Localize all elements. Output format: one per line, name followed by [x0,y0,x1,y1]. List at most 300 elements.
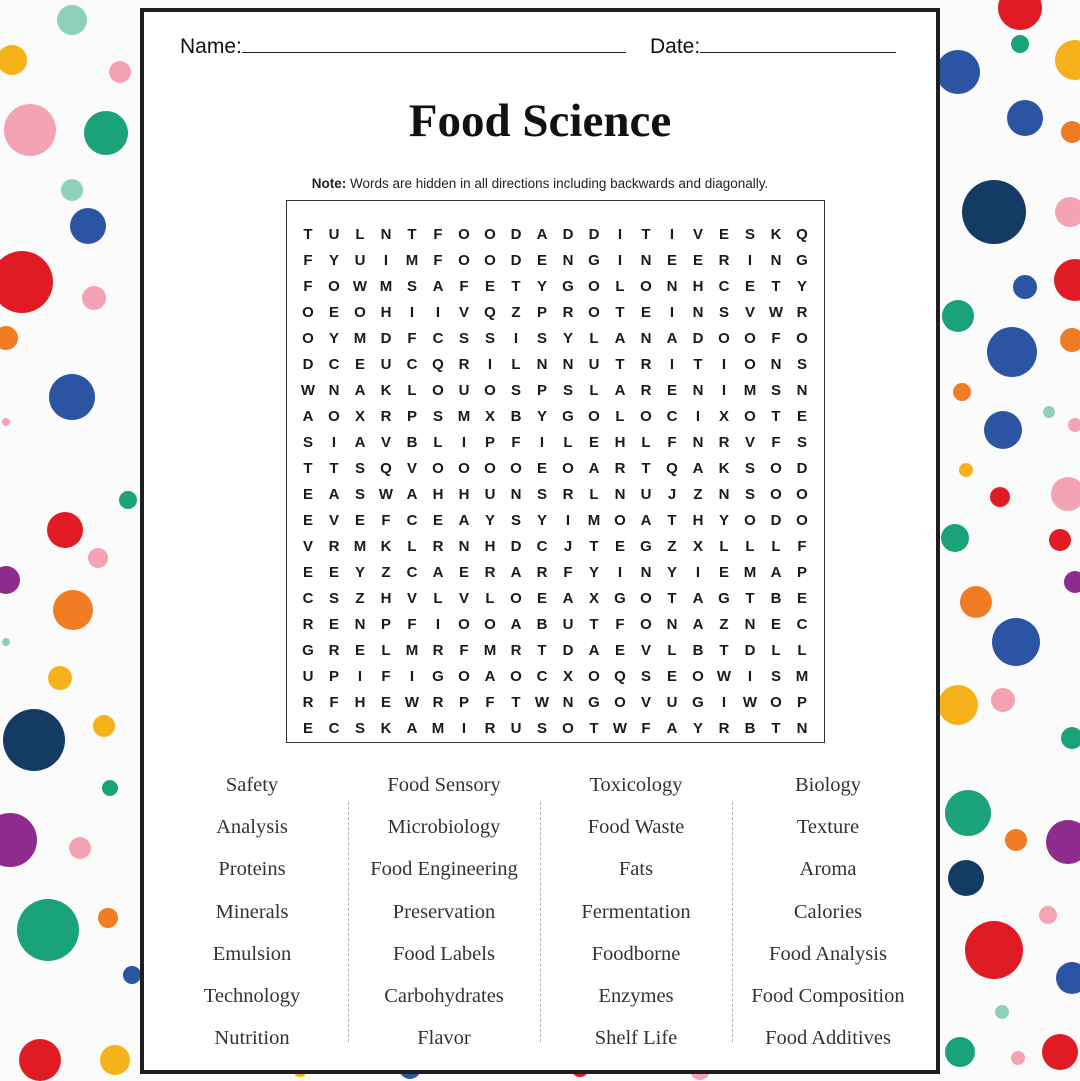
grid-letter[interactable]: F [303,252,313,269]
grid-letter[interactable]: O [302,330,314,347]
grid-letter[interactable]: O [484,382,496,399]
grid-letter[interactable]: O [458,460,470,477]
grid-letter[interactable]: E [302,564,313,581]
grid-letter[interactable]: V [380,434,391,451]
grid-letter[interactable]: N [692,382,704,399]
grid-letter[interactable]: L [407,382,417,399]
grid-letter[interactable]: E [666,382,677,399]
grid-letter[interactable]: V [458,304,469,321]
grid-letter[interactable]: O [588,668,600,685]
grid-letter[interactable]: V [328,512,339,529]
grid-letter[interactable]: U [354,252,366,269]
grid-letter[interactable]: N [510,486,522,503]
grid-letter[interactable]: T [329,460,339,477]
grid-letter[interactable]: C [432,330,444,347]
grid-letter[interactable]: U [302,668,314,685]
grid-letter[interactable]: X [588,590,599,607]
grid-letter[interactable]: N [796,720,808,737]
grid-letter[interactable]: Z [693,486,703,503]
grid-letter[interactable]: C [796,616,808,633]
grid-letter[interactable]: O [588,278,600,295]
grid-letter[interactable]: E [614,642,625,659]
grid-letter[interactable]: W [378,486,394,503]
grid-letter[interactable]: A [692,590,704,607]
grid-letter[interactable]: O [744,512,756,529]
grid-letter[interactable]: I [435,304,441,321]
grid-letter[interactable]: A [588,642,600,659]
grid-letter[interactable]: E [484,278,495,295]
grid-letter[interactable]: J [667,486,677,503]
grid-letter[interactable]: E [458,564,469,581]
grid-letter[interactable]: R [718,252,730,269]
grid-letter[interactable]: T [667,590,677,607]
grid-letter[interactable]: N [718,486,730,503]
grid-letter[interactable]: D [380,330,392,347]
grid-letter[interactable]: S [640,668,651,685]
grid-letter[interactable]: W [300,382,316,399]
grid-letter[interactable]: Q [614,668,626,685]
grid-letter[interactable]: F [667,434,677,451]
grid-letter[interactable]: F [381,512,391,529]
grid-letter[interactable]: I [669,226,675,243]
grid-letter[interactable]: A [406,486,418,503]
grid-letter[interactable]: L [433,590,443,607]
grid-letter[interactable]: R [640,356,652,373]
grid-letter[interactable]: N [562,356,574,373]
grid-letter[interactable]: E [666,668,677,685]
grid-letter[interactable]: Y [562,330,573,347]
grid-letter[interactable]: A [458,512,470,529]
grid-letter[interactable]: M [483,642,497,659]
grid-letter[interactable]: N [614,486,626,503]
grid-letter[interactable]: A [510,564,522,581]
grid-letter[interactable]: I [721,694,727,711]
grid-letter[interactable]: O [588,408,600,425]
grid-letter[interactable]: A [692,616,704,633]
grid-letter[interactable]: L [641,434,651,451]
grid-letter[interactable]: O [484,460,496,477]
grid-letter[interactable]: I [461,720,467,737]
grid-letter[interactable]: O [510,460,522,477]
grid-letter[interactable]: Y [692,720,703,737]
grid-letter[interactable]: L [615,278,625,295]
grid-letter[interactable]: O [640,616,652,633]
grid-letter[interactable]: L [407,538,417,555]
grid-letter[interactable]: I [513,330,519,347]
grid-letter[interactable]: F [797,538,807,555]
grid-letter[interactable]: R [562,486,574,503]
grid-letter[interactable]: V [744,304,755,321]
grid-letter[interactable]: F [563,564,573,581]
grid-letter[interactable]: C [536,538,548,555]
grid-letter[interactable]: O [484,252,496,269]
grid-letter[interactable]: O [770,694,782,711]
grid-letter[interactable]: V [640,642,651,659]
grid-letter[interactable]: E [640,304,651,321]
grid-letter[interactable]: O [432,460,444,477]
grid-letter[interactable]: C [536,668,548,685]
grid-letter[interactable]: S [796,434,807,451]
grid-letter[interactable]: E [588,434,599,451]
grid-letter[interactable]: T [771,278,781,295]
grid-letter[interactable]: T [511,694,521,711]
grid-letter[interactable]: P [458,694,469,711]
grid-letter[interactable]: G [562,408,574,425]
grid-letter[interactable]: T [771,408,781,425]
grid-letter[interactable]: L [797,642,807,659]
grid-letter[interactable]: T [615,356,625,373]
grid-letter[interactable]: A [354,382,366,399]
grid-letter[interactable]: E [666,252,677,269]
grid-letter[interactable]: D [302,356,314,373]
grid-letter[interactable]: F [329,694,339,711]
grid-letter[interactable]: S [718,304,729,321]
grid-letter[interactable]: A [432,278,444,295]
grid-letter[interactable]: P [536,382,547,399]
grid-letter[interactable]: N [640,564,652,581]
grid-letter[interactable]: F [433,252,443,269]
grid-letter[interactable]: S [796,356,807,373]
grid-letter[interactable]: I [617,226,623,243]
grid-letter[interactable]: D [562,226,574,243]
grid-letter[interactable]: I [565,512,571,529]
grid-letter[interactable]: O [328,408,340,425]
grid-letter[interactable]: K [380,720,392,737]
grid-letter[interactable]: M [353,330,367,347]
grid-letter[interactable]: U [510,720,522,737]
grid-letter[interactable]: Y [484,512,495,529]
grid-letter[interactable]: L [511,356,521,373]
grid-letter[interactable]: T [719,642,729,659]
grid-letter[interactable]: C [302,590,314,607]
grid-letter[interactable]: G [588,252,600,269]
grid-letter[interactable]: N [770,252,782,269]
grid-letter[interactable]: W [768,304,784,321]
grid-letter[interactable]: A [562,590,574,607]
grid-letter[interactable]: P [536,304,547,321]
grid-letter[interactable]: Q [432,356,444,373]
grid-letter[interactable]: I [669,356,675,373]
grid-letter[interactable]: Z [381,564,391,581]
grid-letter[interactable]: L [615,408,625,425]
grid-letter[interactable]: X [692,538,703,555]
grid-letter[interactable]: S [536,330,547,347]
grid-letter[interactable]: T [303,460,313,477]
name-field[interactable] [180,34,626,59]
grid-letter[interactable]: F [641,720,651,737]
grid-letter[interactable]: M [587,512,601,529]
grid-letter[interactable]: O [770,460,782,477]
grid-letter[interactable]: M [379,278,393,295]
grid-letter[interactable]: Z [511,304,521,321]
grid-letter[interactable]: F [511,434,521,451]
grid-letter[interactable]: K [718,460,730,477]
grid-letter[interactable]: O [302,304,314,321]
grid-letter[interactable]: D [510,538,522,555]
grid-letter[interactable]: R [432,538,444,555]
grid-letter[interactable]: O [458,226,470,243]
grid-letter[interactable]: N [380,226,392,243]
grid-letter[interactable]: H [692,512,704,529]
grid-letter[interactable]: V [458,590,469,607]
grid-letter[interactable]: S [536,486,547,503]
grid-letter[interactable]: T [745,590,755,607]
grid-letter[interactable]: B [744,720,756,737]
grid-letter[interactable]: N [640,252,652,269]
grid-letter[interactable]: A [614,330,626,347]
grid-letter[interactable]: C [406,512,418,529]
grid-letter[interactable]: I [409,304,415,321]
grid-letter[interactable]: W [534,694,550,711]
grid-letter[interactable]: L [771,642,781,659]
grid-letter[interactable]: B [770,590,782,607]
grid-letter[interactable]: A [536,226,548,243]
grid-letter[interactable]: R [484,564,496,581]
grid-letter[interactable]: A [354,434,366,451]
grid-letter[interactable]: G [588,694,600,711]
grid-letter[interactable]: G [614,590,626,607]
grid-letter[interactable]: E [302,486,313,503]
grid-letter[interactable]: U [380,356,392,373]
name-blank-line[interactable] [242,34,626,53]
grid-letter[interactable]: E [536,460,547,477]
grid-letter[interactable]: L [745,538,755,555]
grid-letter[interactable]: T [641,226,651,243]
grid-letter[interactable]: S [328,590,339,607]
grid-letter[interactable]: O [484,616,496,633]
grid-letter[interactable]: O [484,226,496,243]
grid-letter[interactable]: U [666,694,678,711]
grid-letter[interactable]: T [615,304,625,321]
grid-letter[interactable]: S [458,330,469,347]
grid-letter[interactable]: D [744,642,756,659]
grid-letter[interactable]: R [718,720,730,737]
grid-letter[interactable]: I [617,564,623,581]
grid-letter[interactable]: O [770,486,782,503]
grid-letter[interactable]: A [770,564,782,581]
grid-letter[interactable]: A [484,668,496,685]
grid-letter[interactable]: O [796,512,808,529]
grid-letter[interactable]: W [404,694,420,711]
grid-letter[interactable]: M [405,252,419,269]
grid-letter[interactable]: Q [666,460,678,477]
grid-letter[interactable]: E [302,512,313,529]
grid-letter[interactable]: Z [355,590,365,607]
grid-letter[interactable]: F [433,226,443,243]
grid-letter[interactable]: C [666,408,678,425]
grid-letter[interactable]: D [510,226,522,243]
grid-letter[interactable]: W [352,278,368,295]
grid-letter[interactable]: E [432,512,443,529]
grid-letter[interactable]: B [692,642,704,659]
grid-letter[interactable]: M [405,642,419,659]
grid-letter[interactable]: U [458,382,470,399]
grid-letter[interactable]: S [354,460,365,477]
grid-letter[interactable]: N [692,434,704,451]
grid-letter[interactable]: S [302,434,313,451]
grid-letter[interactable]: R [562,304,574,321]
grid-letter[interactable]: R [614,460,626,477]
grid-letter[interactable]: T [511,278,521,295]
grid-letter[interactable]: S [562,382,573,399]
grid-letter[interactable]: N [536,356,548,373]
grid-letter[interactable]: C [406,564,418,581]
grid-letter[interactable]: V [744,434,755,451]
grid-letter[interactable]: L [381,642,391,659]
grid-letter[interactable]: D [692,330,704,347]
grid-letter[interactable]: O [588,304,600,321]
grid-letter[interactable]: Y [328,252,339,269]
grid-letter[interactable]: L [771,538,781,555]
grid-letter[interactable]: F [771,330,781,347]
grid-letter[interactable]: R [432,642,444,659]
grid-letter[interactable]: F [407,330,417,347]
grid-letter[interactable]: M [457,408,471,425]
grid-letter[interactable]: N [796,382,808,399]
grid-letter[interactable]: S [770,382,781,399]
grid-letter[interactable]: I [617,252,623,269]
grid-letter[interactable]: F [459,642,469,659]
grid-letter[interactable]: O [354,304,366,321]
grid-letter[interactable]: L [563,434,573,451]
grid-letter[interactable]: F [615,616,625,633]
grid-letter[interactable]: E [354,512,365,529]
grid-letter[interactable]: O [458,252,470,269]
grid-letter[interactable]: O [432,382,444,399]
grid-letter[interactable]: J [563,538,573,555]
grid-letter[interactable]: P [796,694,807,711]
grid-letter[interactable]: R [302,616,314,633]
grid-letter[interactable]: A [640,512,652,529]
grid-letter[interactable]: L [719,538,729,555]
grid-letter[interactable]: Y [536,408,547,425]
grid-letter[interactable]: O [744,408,756,425]
grid-letter[interactable]: C [718,278,730,295]
grid-letter[interactable]: X [484,408,495,425]
grid-letter[interactable]: C [328,720,340,737]
grid-letter[interactable]: N [744,616,756,633]
grid-letter[interactable]: A [406,720,418,737]
grid-letter[interactable]: E [692,252,703,269]
grid-letter[interactable]: T [303,226,313,243]
grid-letter[interactable]: R [796,304,808,321]
grid-letter[interactable]: H [458,486,470,503]
grid-letter[interactable]: A [692,460,704,477]
grid-letter[interactable]: Y [666,564,677,581]
grid-letter[interactable]: N [666,616,678,633]
grid-letter[interactable]: S [744,460,755,477]
grid-letter[interactable]: V [406,460,417,477]
grid-letter[interactable]: D [510,252,522,269]
grid-letter[interactable]: I [461,434,467,451]
grid-letter[interactable]: G [562,278,574,295]
grid-letter[interactable]: X [354,408,365,425]
grid-letter[interactable]: Z [667,538,677,555]
grid-letter[interactable]: V [692,226,703,243]
grid-letter[interactable]: T [667,512,677,529]
grid-letter[interactable]: A [432,564,444,581]
grid-letter[interactable]: Y [588,564,599,581]
grid-letter[interactable]: R [640,382,652,399]
grid-letter[interactable]: X [718,408,729,425]
grid-letter[interactable]: B [510,408,522,425]
grid-letter[interactable]: S [744,226,755,243]
grid-letter[interactable]: A [328,486,340,503]
grid-letter[interactable]: R [328,538,340,555]
grid-letter[interactable]: E [614,538,625,555]
grid-letter[interactable]: D [796,460,808,477]
grid-letter[interactable]: R [484,720,496,737]
grid-letter[interactable]: N [328,382,340,399]
grid-letter[interactable]: O [562,460,574,477]
grid-letter[interactable]: R [432,694,444,711]
grid-letter[interactable]: R [718,434,730,451]
grid-letter[interactable]: F [459,278,469,295]
grid-letter[interactable]: B [536,616,548,633]
grid-letter[interactable]: O [614,694,626,711]
grid-letter[interactable]: I [669,304,675,321]
grid-letter[interactable]: O [510,668,522,685]
grid-letter[interactable]: O [718,330,730,347]
grid-letter[interactable]: D [588,226,600,243]
grid-letter[interactable]: P [406,408,417,425]
grid-letter[interactable]: P [328,668,339,685]
grid-letter[interactable]: N [354,616,366,633]
grid-letter[interactable]: I [747,668,753,685]
grid-letter[interactable]: O [692,668,704,685]
grid-letter[interactable]: M [743,382,757,399]
grid-letter[interactable]: I [539,434,545,451]
grid-letter[interactable]: S [510,382,521,399]
grid-letter[interactable]: E [744,278,755,295]
grid-letter[interactable]: O [328,278,340,295]
grid-letter[interactable]: Y [536,278,547,295]
grid-letter[interactable]: H [380,304,392,321]
grid-letter[interactable]: D [562,642,574,659]
grid-letter[interactable]: E [770,616,781,633]
grid-letter[interactable]: A [588,460,600,477]
grid-letter[interactable]: A [510,616,522,633]
grid-letter[interactable]: I [383,252,389,269]
grid-letter[interactable]: E [718,564,729,581]
grid-letter[interactable]: E [354,356,365,373]
grid-letter[interactable]: S [744,486,755,503]
grid-letter[interactable]: V [640,694,651,711]
grid-letter[interactable]: N [666,278,678,295]
grid-letter[interactable]: W [716,668,732,685]
grid-letter[interactable]: V [406,590,417,607]
grid-letter[interactable]: H [692,278,704,295]
grid-letter[interactable]: W [742,694,758,711]
grid-letter[interactable]: G [432,668,444,685]
grid-letter[interactable]: S [536,720,547,737]
grid-letter[interactable]: M [743,564,757,581]
grid-letter[interactable]: F [485,694,495,711]
grid-letter[interactable]: E [718,226,729,243]
grid-letter[interactable]: M [353,538,367,555]
grid-letter[interactable]: G [796,252,808,269]
grid-letter[interactable]: V [302,538,313,555]
grid-letter[interactable]: L [485,590,495,607]
grid-letter[interactable]: O [458,616,470,633]
grid-letter[interactable]: E [302,720,313,737]
grid-letter[interactable]: E [536,590,547,607]
grid-letter[interactable]: S [406,278,417,295]
grid-letter[interactable]: N [562,694,574,711]
grid-letter[interactable]: D [770,512,782,529]
grid-letter[interactable]: I [331,434,337,451]
grid-letter[interactable]: U [588,356,600,373]
